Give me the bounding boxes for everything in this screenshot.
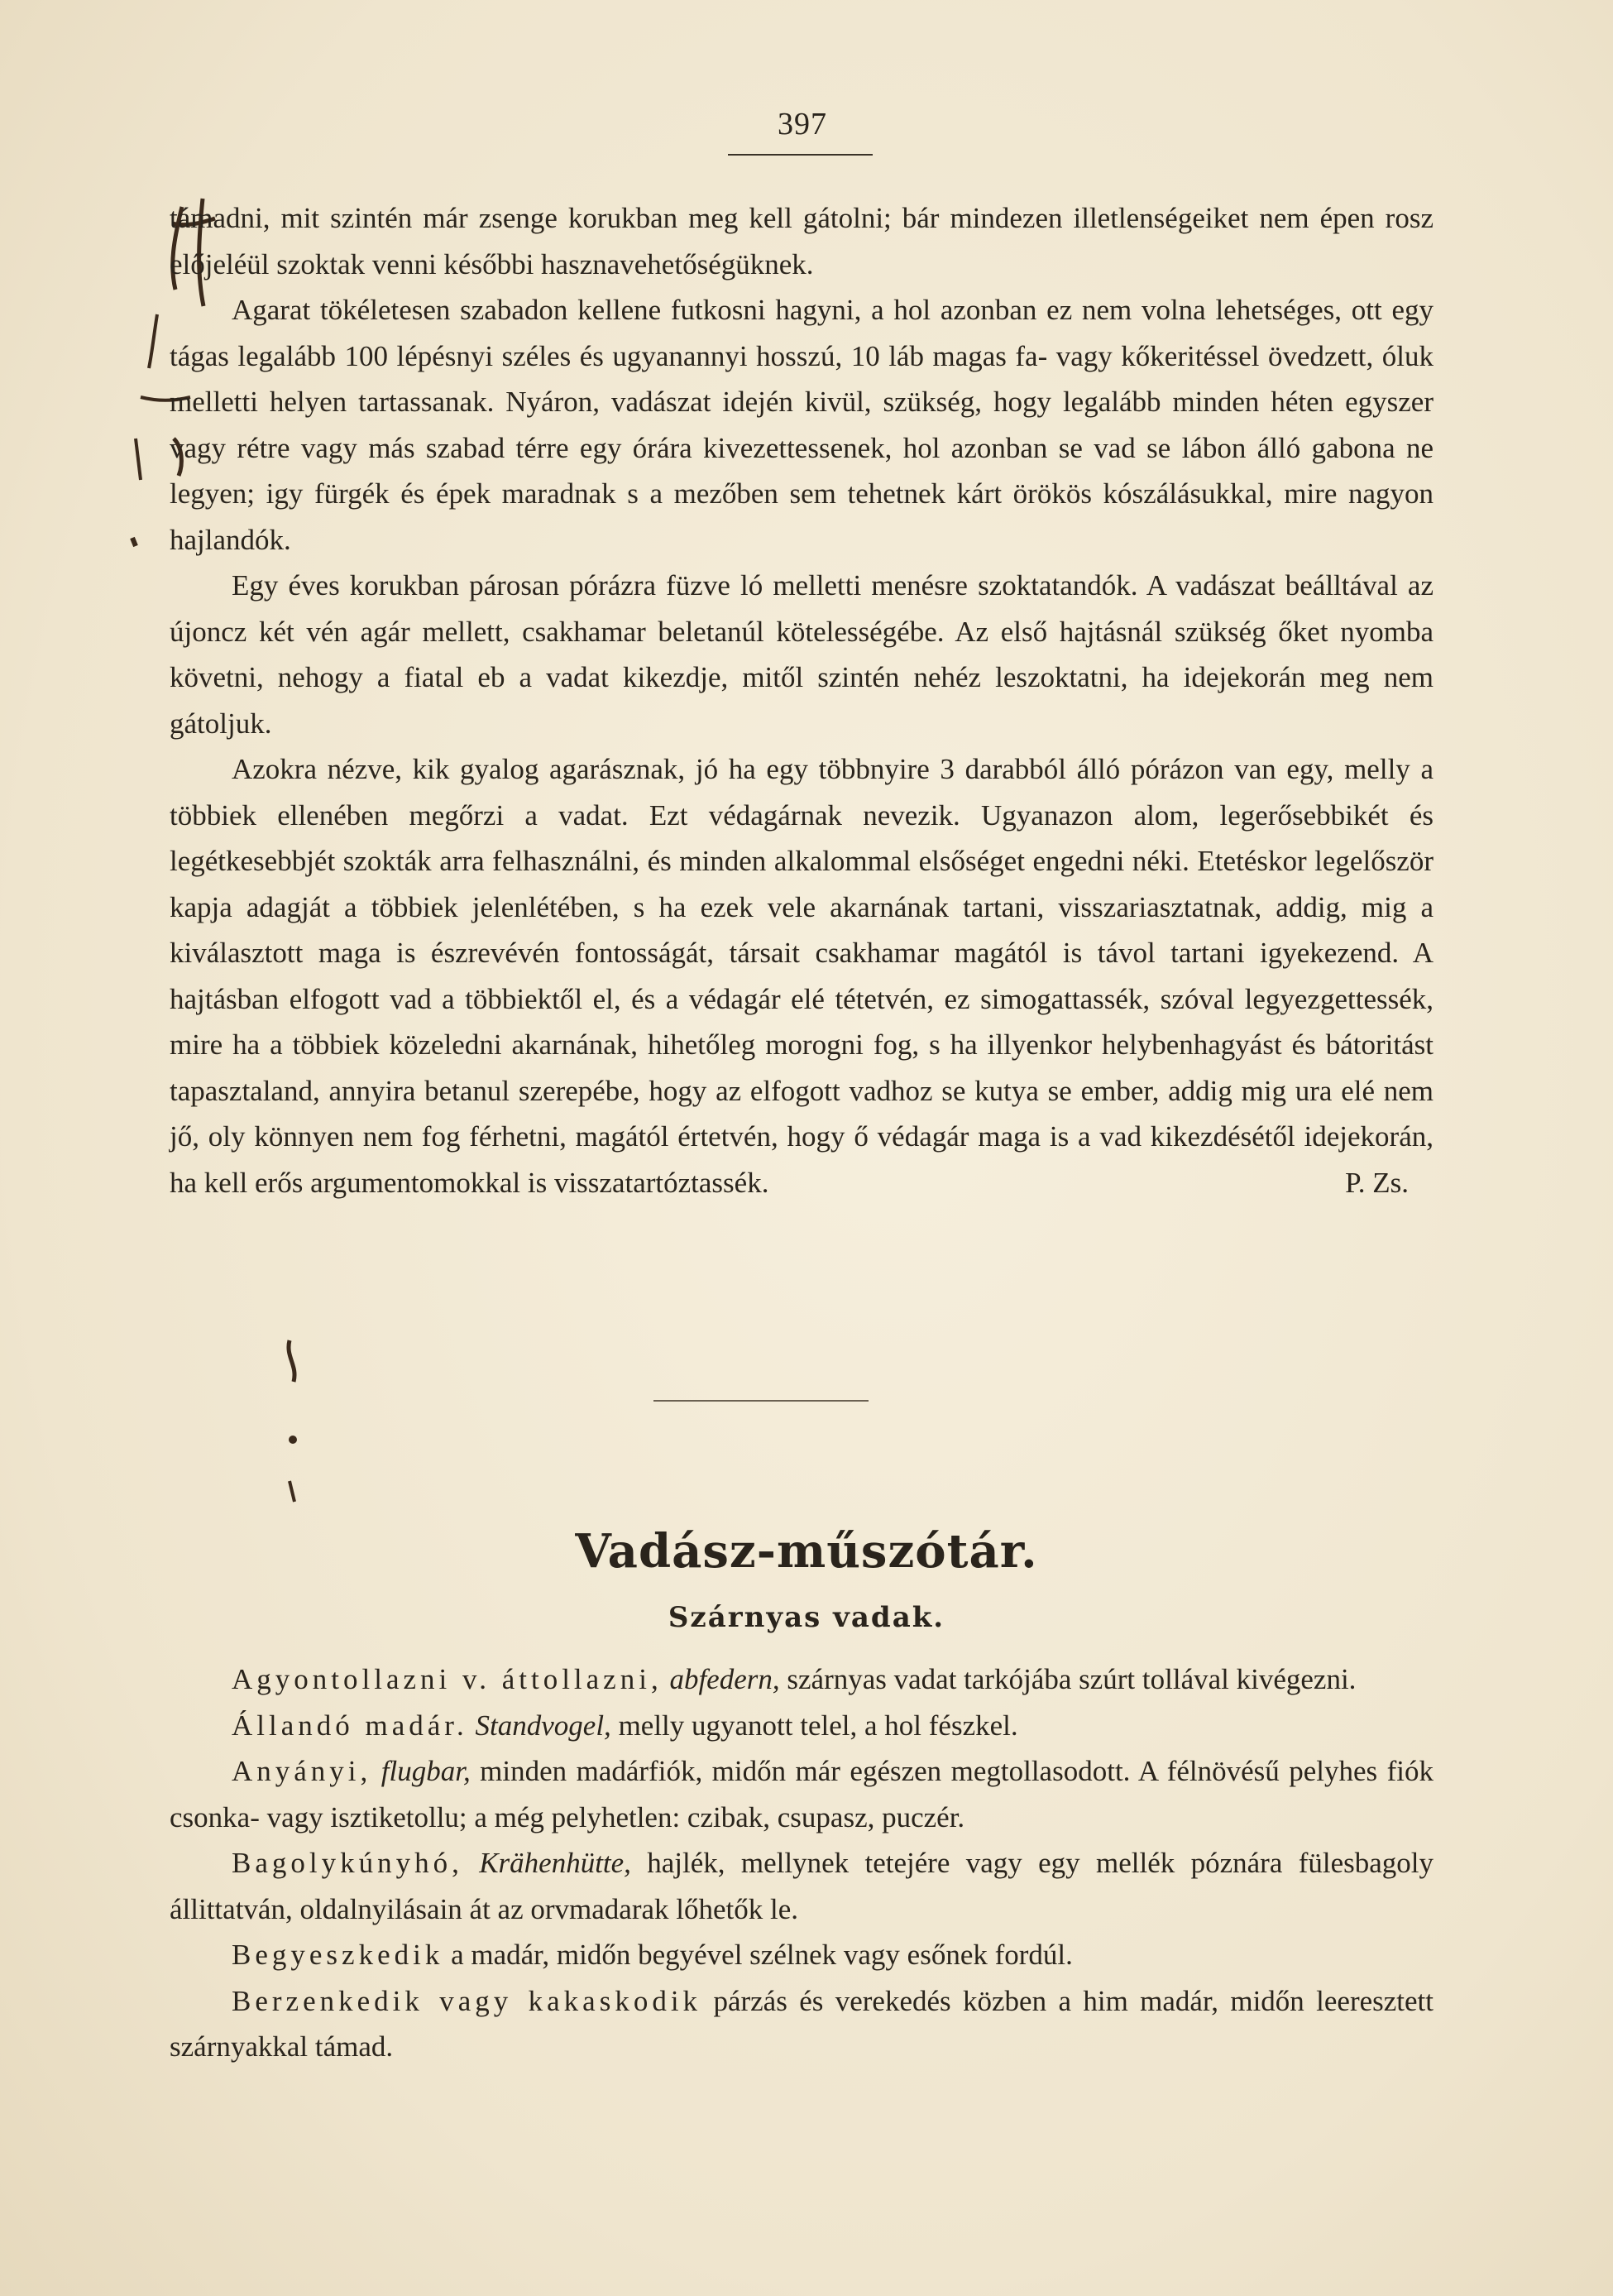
article-paragraph-4: Azokra nézve, kik gyalog agarásznak, jó ha egy többnyire 3 darabból álló pórázon van egy, melly a többiek ellenében megőrzi a vadat. Ezt védagárnak nevezik. Ugyanazon alom, legerősebbikét és legétkesebbjét szokták arra felhasználni, és minden alkalommal elsőséget engedni néki. Etetéskor legelőször kapja adagját a többiek jelenlétében, s ha ezek vele akarnának tartani, visszariasztatnak, addig, mig a kiválasztott maga is észrevévén fontosságát, társait csakhamar magától is távol tartani igyekezend. A hajtásban elfogott vad a többiektől el, és a védagár elé tétetvén, ez simogattassék, szóval legyezgettessék, mire ha a többiek közeledni akarnának, hihetőleg morogni fog, s ha illyenkor helybenhagyást és bátoritást tapasztaland, annyira betanul szerepébe, hogy az elfogott vadhoz se kutya se ember, addig mig ura elé nem jő, oly könnyen nem fog férhetni, magától értetvén, hogy ő védagár maga is a vad kikezdésétől idejekorán, ha kell erős argumentomokkal is visszatartóztassék. xyxy=(170,753,1434,1199)
glossary-definition: szárnyas vadat tarkójába szúrt tollával kivégezni. xyxy=(779,1663,1357,1695)
article-signature: P. Zs. xyxy=(1345,1166,1409,1199)
glossary-foreign-term: Standvogel, xyxy=(475,1709,611,1742)
glossary-term: Agyontollazni v. áttollazni, xyxy=(232,1663,663,1695)
handwritten-bottom-marks xyxy=(273,1324,339,1522)
glossary-list xyxy=(170,1656,1434,2070)
article-body xyxy=(170,195,1434,1206)
glossary-entry xyxy=(170,1656,1434,1703)
glossary-foreign-term: abfedern, xyxy=(669,1663,780,1695)
glossary-term: Állandó madár. xyxy=(232,1709,468,1742)
glossary-definition: melly ugyanott telel, a hol fészkel. xyxy=(610,1709,1018,1742)
article-paragraph-3: Egy éves korukban párosan pórázra füzve ló melletti menésre szoktatandók. A vadászat beálltával az újoncz két vén agár mellett, csakhamar beletanúl kötelességébe. Az első hajtásnál szükség őket nyomba követni, nehogy a fiatal eb a vadat kikezdje, mitől szintén nehéz leszoktatni, ha idejekorán meg nem gátoljuk. xyxy=(170,569,1434,740)
header-rule xyxy=(728,154,873,156)
section-title: Vadász-műszótár. xyxy=(575,1524,1038,1579)
article-paragraph-1: támadni, mit szintén már zsenge korukban meg kell gátolni; bár mindezen illetlenségeiket nem épen rosz előjeléül szoktak venni későbbi hasznavehetőségüknek. xyxy=(170,202,1434,280)
glossary-foreign-term: flugbar, xyxy=(381,1755,471,1787)
glossary-term: Anyányi, xyxy=(232,1755,372,1787)
glossary-term: Bagolykúnyhó, xyxy=(232,1847,463,1879)
glossary-definition: párzás és verekedés közben a him madár, midőn leeresztett szárnyakkal támad. xyxy=(170,1984,1434,2063)
page-number: 397 xyxy=(778,107,827,141)
section-divider xyxy=(653,1400,869,1402)
glossary-entry xyxy=(170,1748,1434,1840)
glossary-entry xyxy=(170,1932,1434,1978)
glossary-foreign-term: Krähenhütte, xyxy=(479,1847,631,1879)
glossary-definition: hajlék, mellynek tetejére vagy egy mellék póznára fülesbagoly állittatván, oldalnyilásain át az orvmadarak lőhetők le. xyxy=(170,1847,1434,1925)
glossary-definition: a madár, midőn begyével szélnek vagy esőnek fordúl. xyxy=(451,1939,1073,1971)
glossary-term: Begyeszkedik xyxy=(232,1939,444,1971)
section-subtitle: Szárnyas vadak. xyxy=(668,1601,945,1634)
glossary-definition: minden madárfiók, midőn már egészen megtollasodott. A félnövésű pelyhes fiók csonka- vagy isztiketollu; a még pelyhetlen: czibak, csupasz, puczér. xyxy=(170,1755,1434,1833)
glossary-entry xyxy=(170,1978,1434,2070)
article-paragraph-2: Agarat tökéletesen szabadon kellene futkosni hagyni, a hol azonban ez nem volna lehetséges, ott egy tágas legalább 100 lépésnyi széles és ugyanannyi hosszú, 10 láb magas fa- vagy kőkeritéssel övedzett, óluk melletti helyen tartassanak. Nyáron, vadászat idején kivül, szükség, hogy legalább minden héten egyszer vagy rétre vagy más szabad térre egy órára kivezettessenek, hol azonban se vad se lábon álló gabona ne legyen; igy fürgék és épek maradnak s a mezőben sem tehetnek kárt örökös kószálásukkal, mire nagyon hajlandók. xyxy=(170,294,1434,556)
glossary-term: Berzenkedik vagy kakaskodik xyxy=(232,1984,702,2017)
glossary-entry xyxy=(170,1840,1434,1932)
glossary-entry xyxy=(170,1703,1434,1749)
